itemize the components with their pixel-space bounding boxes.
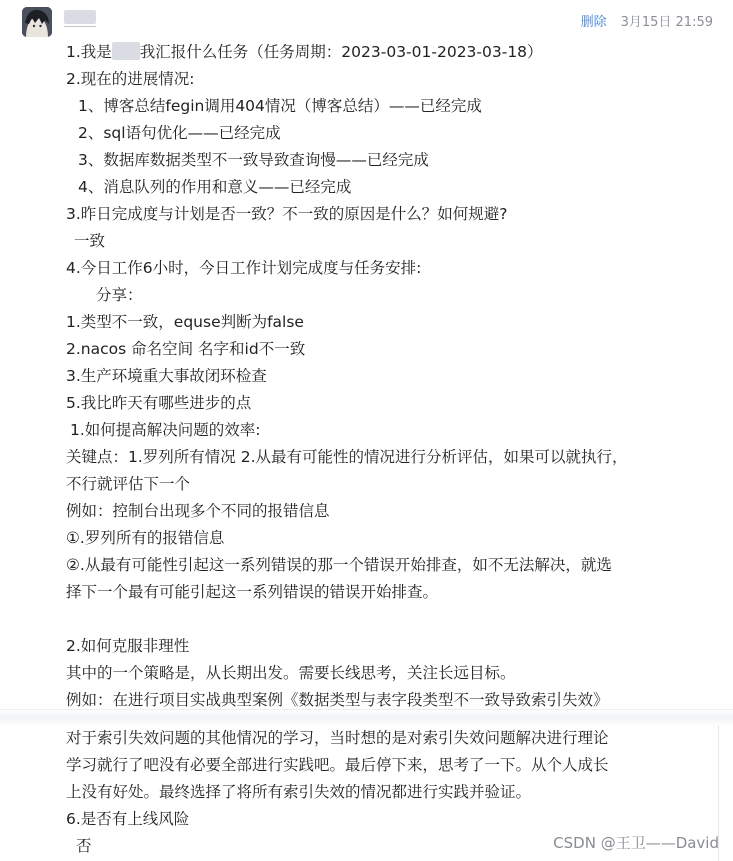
username-redacted	[64, 10, 96, 24]
text-line: 否	[76, 837, 92, 855]
text-line: 2.现在的进展情况:	[66, 70, 195, 88]
text-line: 分享：	[96, 286, 143, 304]
avatar[interactable]	[22, 7, 52, 37]
anime-avatar-icon	[22, 7, 52, 37]
text-line: ①.罗列所有的报错信息	[66, 529, 225, 547]
text-line: 4、消息队列的作用和意义——已经完成	[78, 178, 352, 196]
text-line: 3、数据库数据类型不一致导致查询慢——已经完成	[78, 151, 429, 169]
text-line: 3.昨日完成度与计划是否一致？不一致的原因是什么？如何规避?	[66, 205, 508, 223]
text-line: 1.类型不一致，equse判断为false	[66, 313, 304, 331]
text-line: 2、sql语句优化——已经完成	[78, 124, 281, 142]
text-segment: 我汇报什么任务（任务周期：2023-03-01-2023-03-18）	[139, 43, 543, 61]
text-line: 例如：在进行项目实战典型案例《数据类型与表字段类型不一致导致索引失效》	[66, 691, 609, 709]
delete-link[interactable]: 删除	[580, 15, 607, 30]
text-line: 择下一个最有可能引起这一系列错误的错误开始排查。	[66, 583, 439, 601]
text-line: 3.生产环境重大事故闭环检查	[66, 367, 267, 385]
csdn-watermark: CSDN @王卫——David	[553, 834, 719, 852]
text-line: 2.如何克服非理性	[66, 637, 190, 655]
text-line: 6.是否有上线风险	[66, 810, 190, 828]
text-line: 1、博客总结fegin调用404情况（博客总结）——已经完成	[78, 97, 482, 115]
text-line: 其中的一个策略是，从长期出发。需要长线思考，关注长远目标。	[66, 664, 516, 682]
text-line: 关键点：1.罗列所有情况 2.从最有可能性的情况进行分析评估，如果可以就执行，	[66, 448, 628, 466]
name-redacted	[112, 42, 140, 60]
text-line: 上没有好处。最终选择了将所有索引失效的情况都进行实践并验证。	[66, 783, 532, 801]
text-segment: 1.我是	[66, 43, 112, 61]
text-line: 对于索引失效问题的其他情况的学习，当时想的是对索引失效问题解决进行理论	[66, 729, 609, 747]
timestamp: 3月15日 21:59	[620, 15, 713, 30]
comment-meta	[581, 11, 713, 30]
text-line: 4.今日工作6小时，今日工作计划完成度与任务安排:	[66, 259, 422, 277]
comment-body	[66, 39, 696, 714]
text-line: 1.如何提高解决问题的效率:	[70, 421, 261, 439]
text-line: 学习就行了吧没有必要全部进行实践吧。最后停下来，思考了一下。从个人成长	[66, 756, 609, 774]
text-line: 例如：控制台出现多个不同的报错信息	[66, 502, 330, 520]
text-line: 2.nacos 命名空间 名字和id不一致	[66, 340, 306, 358]
text-line	[66, 39, 696, 66]
screenshot-seam	[0, 709, 733, 726]
text-line: 5.我比昨天有哪些进步的点	[66, 394, 252, 412]
blank-line	[66, 606, 696, 633]
text-line: 不行就评估下一个	[66, 475, 191, 493]
text-line: 一致	[74, 232, 106, 250]
text-line: ②.从最有可能性引起这一系列错误的那一个错误开始排查，如不无法解决，就选	[66, 556, 612, 574]
